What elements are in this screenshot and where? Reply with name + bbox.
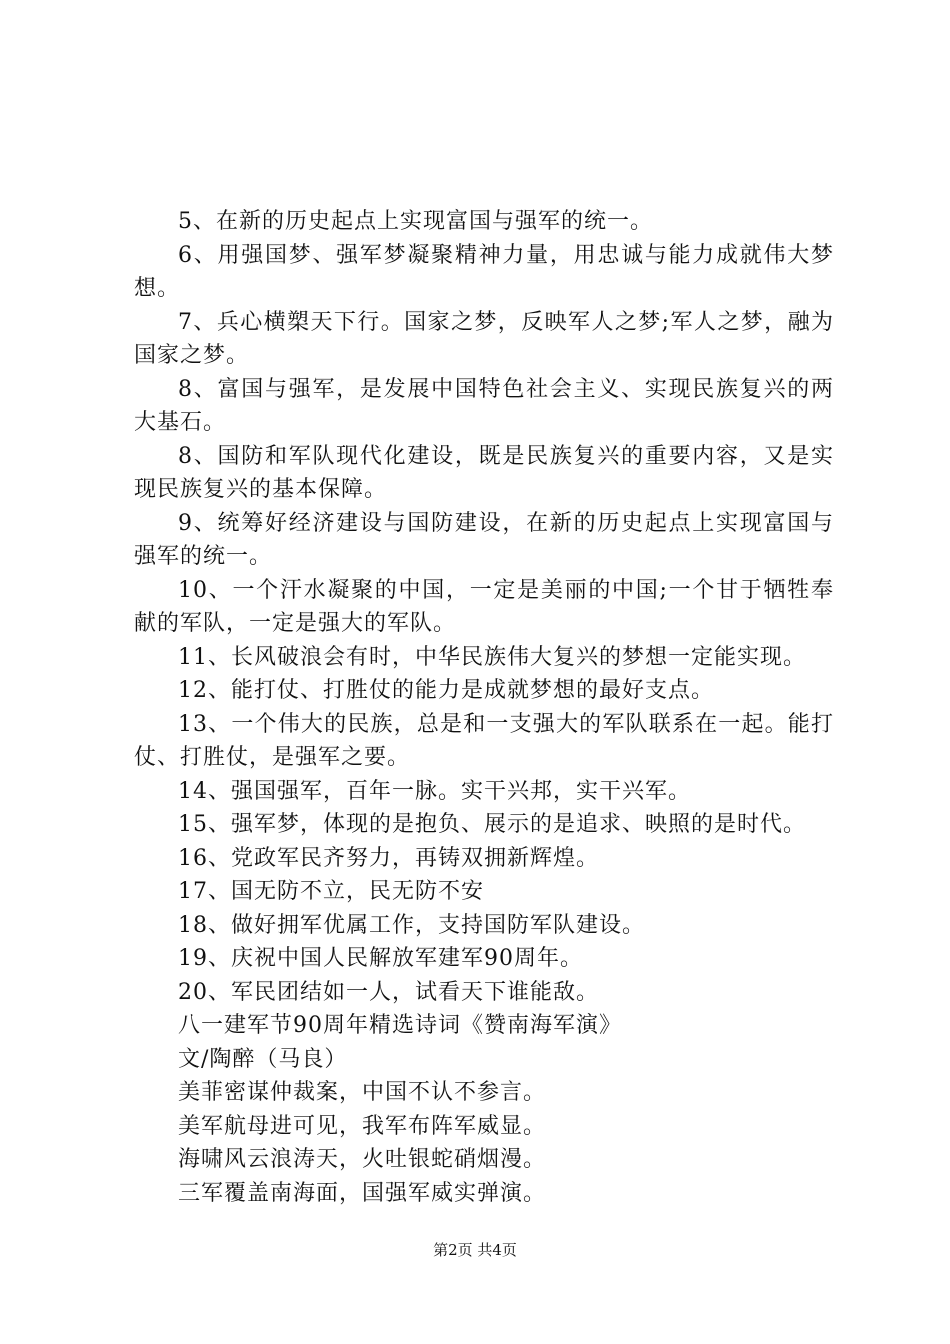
paragraph-4: 8、富国与强军，是发展中国特色社会主义、实现民族复兴的两大基石。 bbox=[134, 376, 834, 435]
paragraph-10: 13、一个伟大的民族，总是和一支强大的军队联系在一起。能打仗、打胜仗，是强军之要。 bbox=[134, 711, 834, 770]
paragraph-16: 19、庆祝中国人民解放军建军90周年。 bbox=[178, 946, 583, 971]
paragraph-17: 20、军民团结如一人，试看天下谁能敌。 bbox=[178, 979, 599, 1005]
paragraph-9: 12、能打仗、打胜仗的能力是成就梦想的最好支点。 bbox=[178, 678, 714, 703]
paragraph-6: 9、统筹好经济建设与国防建设，在新的历史起点上实现富国与强军的统一。 bbox=[134, 510, 834, 569]
poem-line-3: 海啸风云浪涛天，火吐银蛇硝烟漫。 bbox=[178, 1147, 547, 1172]
paragraph-13: 16、党政军民齐努力，再铸双拥新辉煌。 bbox=[178, 845, 599, 871]
paragraph-8: 11、长风破浪会有时，中华民族伟大复兴的梦想一定能实现。 bbox=[178, 644, 806, 670]
paragraph-5: 8、国防和军队现代化建设，既是民族复兴的重要内容，又是实现民族复兴的基本保障。 bbox=[134, 443, 834, 502]
document-body bbox=[134, 205, 834, 1210]
poem-heading: 八一建军节90周年精选诗词《赞南海军演》 bbox=[178, 1013, 622, 1038]
paragraph-14: 17、国无防不立，民无防不安 bbox=[178, 879, 484, 904]
poem-line-1: 美菲密谋仲裁案，中国不认不参言。 bbox=[178, 1080, 547, 1105]
page-number-footer: 第2页 共4页 bbox=[433, 1241, 517, 1259]
paragraph-15: 18、做好拥军优属工作，支持国防军队建设。 bbox=[178, 912, 645, 938]
paragraph-1: 5、在新的历史起点上实现富国与强军的统一。 bbox=[178, 209, 653, 234]
paragraph-3: 7、兵心横槊天下行。国家之梦，反映军人之梦;军人之梦，融为国家之梦。 bbox=[134, 309, 834, 368]
paragraph-12: 15、强军梦，体现的是抱负、展示的是追求、映照的是时代。 bbox=[178, 812, 806, 837]
poem-line-2: 美军航母进可见，我军布阵军威显。 bbox=[178, 1113, 547, 1139]
paragraph-2: 6、用强国梦、强军梦凝聚精神力量，用忠诚与能力成就伟大梦想。 bbox=[134, 242, 834, 301]
paragraph-11: 14、强国强军，百年一脉。实干兴邦，实干兴军。 bbox=[178, 778, 691, 804]
poem-author: 文/陶醉（马良） bbox=[178, 1046, 348, 1072]
paragraph-7: 10、一个汗水凝聚的中国，一定是美丽的中国;一个甘于牺牲奉献的军队，一定是强大的军队。 bbox=[134, 577, 834, 636]
poem-line-4: 三军覆盖南海面，国强军威实弹演。 bbox=[178, 1180, 547, 1206]
